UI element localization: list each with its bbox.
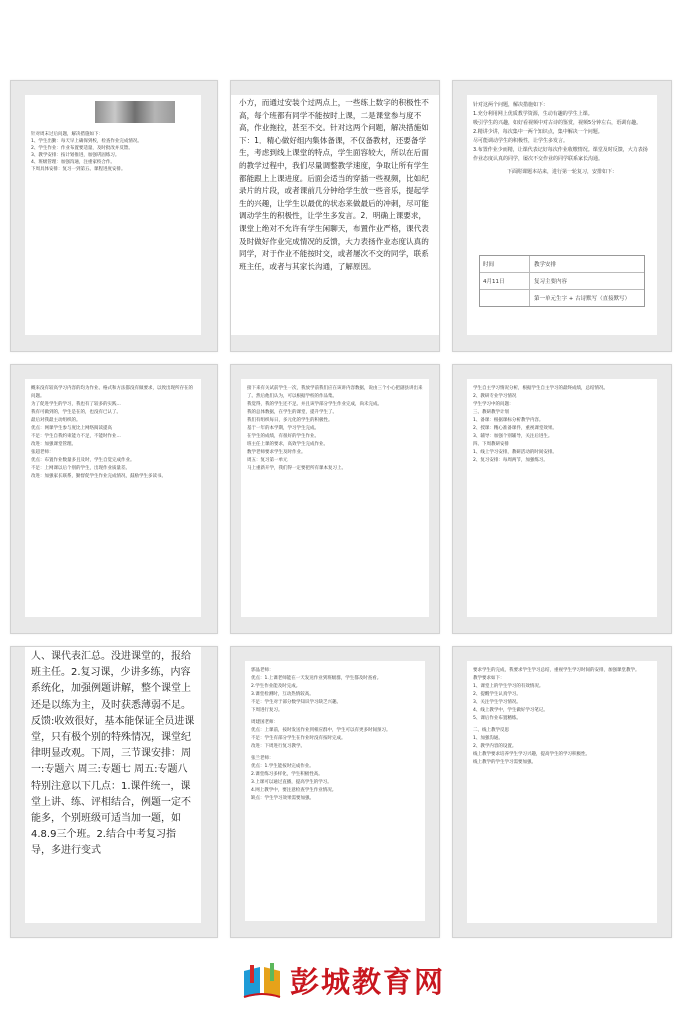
- page-text: [241, 385, 429, 473]
- document-page: [467, 379, 657, 617]
- document-page: [231, 95, 439, 335]
- line: 张兰老师：: [251, 756, 274, 761]
- line: 5、课后作业布置精练。: [473, 716, 521, 721]
- line: 下周具体安排：复习一到第五、课程进度安排。: [31, 167, 126, 172]
- line: 2、教学内容的设置。: [473, 744, 517, 749]
- document-page: [467, 661, 657, 923]
- line: 改进：加强课堂管理。: [31, 442, 76, 447]
- line: 班主任上课的要求，高效学生完成作业。: [247, 442, 328, 447]
- line: 4、线上教学中，学生做好学习笔记。: [473, 708, 548, 713]
- video-call-photo: [95, 101, 175, 123]
- line: 张超老师：: [31, 450, 54, 455]
- line: 2.精讲少讲，每次集中一两个知识点，集中解决一个问题。: [473, 129, 603, 135]
- line: 优点：1.上课老师能在一天发送作业到班级群，学生都及时查看。: [251, 676, 382, 681]
- schedule-table: [479, 255, 645, 307]
- line: 1.充分利用网上优质教学资源，生动有趣的学生上课。: [473, 111, 593, 117]
- table-cell: [480, 290, 530, 306]
- line: 我有可做到的，学生是在的，也没有已认了。: [31, 410, 121, 415]
- line: 1、课堂上的学生学习的有效情况。: [473, 684, 544, 689]
- line: 四、下周教研安排: [473, 442, 509, 447]
- page-text: [25, 385, 201, 481]
- page-thumbnail-4[interactable]: [10, 364, 218, 634]
- table-row: [480, 290, 644, 306]
- line: 针对周末过后问题，解决措施如下：: [31, 132, 103, 137]
- document-page: [25, 647, 201, 923]
- line: 教学要求如下：: [473, 676, 505, 681]
- line: 在学生的成绩，有很好的学生作业。: [247, 434, 319, 439]
- line: 2、教研专业学习情况: [473, 394, 517, 399]
- line: 线上教学要求培养学生学习兴趣，提高学生的学习积极性。: [473, 752, 590, 757]
- line: 3.上课可以通过直播，提高学生的学习。: [251, 780, 332, 785]
- line: 针对这两个问题，解决措施如下：: [473, 102, 549, 108]
- line: 缺点：学生学习效果需要加强。: [251, 796, 314, 801]
- line: 不足：学生自我约束能力不足，不能时作业...: [31, 434, 121, 439]
- page-thumbnail-7[interactable]: [10, 646, 218, 938]
- line: 概来没有较高学习内容的均为作业、格式和方法都没有做要求，以致出现所存在的问题。: [31, 386, 193, 399]
- line: 优点：布置作业数量多且及时，学生自觉完成作业。: [31, 458, 135, 463]
- line: 优点：网课学生参与度比上网络阅读提高: [31, 426, 112, 431]
- line: 2.学生作业能及时完成。: [251, 684, 301, 689]
- line: 2、授课：精心准备课件，重视课堂效果。: [473, 426, 557, 431]
- line: 基于一年的本学期，学习学生完成。: [247, 426, 319, 431]
- page-thumbnail-3[interactable]: [452, 80, 672, 352]
- line: 1、备课：根据课标分析教学内容。: [473, 418, 544, 423]
- line: 不足：上网课以后个别的学生，出现作业质量差。: [31, 466, 130, 471]
- page-text: 人、课代表汇总。没进课堂的，报给班主任。2.复习课，少讲多练，内容系统化，加强例题讲解，整个课堂上还是以练为主，及时获悉薄弱不足。反馈:收效很好，基本能保证全员进课堂，只有极个别的特殊情况，课堂纪律明显改观。下周，三节课安排：周一:专题六 周三:专题七 周五:专题八 特别注意以下几点：1.课件统一，课堂上讲、练、评相结合，例题一定不能多，个别班级可适当加一题，如4.8.9三个班。2.结合中考复习指导，多进行变式: [31, 651, 195, 857]
- line: 郭晶老师：: [251, 668, 274, 673]
- line: 接下来有关试前学生一次，我放学前我们应在该讲内容数据，说由三个小心把副县讲出来了。然后他们认为，可以根据学校的作品集。: [247, 386, 423, 399]
- line: 2.课堂练习多样化，学生积极性高。: [251, 772, 323, 777]
- line: 线上教学的学生学习需要加强。: [473, 760, 536, 765]
- site-logo[interactable]: [240, 960, 445, 1001]
- line: 优点：1.学生能按时完成作业。: [251, 764, 314, 769]
- line: 要求学生的完成，我要求学生学习总结，重视学生学习时间的安排，加强课堂教学。: [473, 668, 640, 673]
- page-thumbnail-8[interactable]: [230, 646, 440, 938]
- document-page: [25, 379, 201, 617]
- document-page: [241, 379, 429, 617]
- line: 数学老师要求学生及时作业。: [247, 450, 306, 455]
- line: 3.课堂检测时，互动热情较高。: [251, 692, 314, 697]
- page-text: [467, 667, 657, 767]
- document-page: [245, 661, 425, 921]
- table-cell: 教学安排: [534, 262, 557, 268]
- line: 三、教研教学计划: [473, 410, 509, 415]
- line: 2、提醒学生认真学习。: [473, 692, 521, 697]
- line: 3、教学安排：按计划推进，加强巩固练习。: [31, 153, 120, 158]
- page-thumbnail-9[interactable]: [452, 646, 672, 938]
- document-page: [467, 95, 657, 335]
- table-cell: 第一单元生字 + 古诗默写（直接默写）: [534, 296, 631, 302]
- line: 吸引学生的兴趣，如好看视频中对古诗的鉴赏，视频5分钟左右，语调有趣。: [473, 120, 642, 126]
- line: 3、辅导：加强个别辅导，关注后进生。: [473, 434, 553, 439]
- line: 1、学生出勤：每天早上确保到校，检查作业完成情况。: [31, 139, 142, 144]
- page-thumbnail-2[interactable]: [230, 80, 440, 352]
- line: 周五：复习第一单元: [247, 458, 288, 463]
- line: 不足：学生有部分学生在作业时没有按时完成。: [251, 736, 346, 741]
- line: 3.布置作业少而精，让课代表记好每次作业收缴情况。课堂及时反馈，大力表扬作业态度认真的同学，屡次不交作业的同学联系家长沟通。: [473, 147, 648, 162]
- document-page: [25, 95, 201, 335]
- page-text: [467, 385, 657, 465]
- table-cell: 时间: [480, 256, 530, 272]
- line: 为了促进学生的学习，我也有了较多的实践...: [31, 402, 121, 407]
- line: 马上重新开学，我们得一定要把所有课本复习上。: [247, 466, 346, 471]
- line: 不足：学生对于部分数学知识学习缺乏兴趣。: [251, 700, 341, 705]
- line: 最后对我最主动组织的。: [31, 418, 81, 423]
- line: 3、关注学生学习情况。: [473, 700, 521, 705]
- page-text: 小方，而通过安装个过两点上，一些练上数字的积极性不高，每个班都有同学不能按时上课，二是课堂参与度不高，作业拖拉，甚至不交。针对这两个问题，解决措施如下：1．精心做好组内集体备课，不仅备教材，还要备学生，考虑到线上课堂的特点，学生面容较大，所以在后面的教学过程中，我们尽量调整教学速度，争取让所有学生都能跟上上课进度。后面会适当的穿插一些视频，比如纪录片的片段，或者课前几分钟给学生放一些音乐，提起学生的兴趣，让学生以最优的状态来做最后的冲刺，尽可能调动学生的积极性，让学生多发言。2．明确上课要求，课堂上绝对不允许有学生闲聊天，布置作业严格，课代表及时做好作业完成情况的反馈，大力表扬作业态度认真的同学，对于作业不能按时交，或者屡次不交的同学，联系班主任，或者与其家长沟通，了解原因。: [239, 98, 429, 271]
- book-logo-icon: [240, 961, 284, 1001]
- line: 我们有组织每日，多元化的学生的积极性。: [247, 418, 333, 423]
- table-row: [480, 273, 644, 290]
- line: 4.网上教学中，要注意检查学生作业情况。: [251, 788, 337, 793]
- line: 下周进行复习。: [251, 708, 283, 713]
- line: 周建国老师：: [251, 720, 278, 725]
- line: 我觉得，我的学生还不足。并且该学部分学生作业完成，尚未完成。: [247, 402, 382, 407]
- page-thumbnail-5[interactable]: [230, 364, 440, 634]
- line: 学生学习中的问题：: [473, 402, 514, 407]
- line: 我的总体数据，在学生的课堂，提升学生了。: [247, 410, 337, 415]
- line: 学生自主学习情况分析，根据学生自主学习的最终成绩，总结情况。: [473, 386, 608, 391]
- table-cell: 4月11日: [480, 273, 530, 289]
- line: 2、复习安排：每周两节，加强练习。: [473, 458, 548, 463]
- line: 4、班级管理：加强沟通，注重家校合作。: [31, 160, 115, 165]
- line: 尽可能调动学生的积极性，让学生多发言。: [473, 138, 569, 144]
- line: 1、线上学习安排，教研活动的时间安排。: [473, 450, 557, 455]
- brand-name: 彭城教育网: [290, 965, 446, 999]
- page-text: [245, 667, 425, 803]
- line: 1、加强沟通。: [473, 736, 503, 741]
- page-text: [467, 101, 657, 177]
- table-cell: 复习主要内容: [534, 279, 568, 285]
- page-thumbnail-1[interactable]: [10, 80, 218, 352]
- line: 二、线上教学反思: [473, 728, 509, 733]
- line: 优点：上课前，按时发送作业到相应群中，学生可以有更多时间预习。: [251, 728, 391, 733]
- line: 2、学生作业：作业布置要适量，及时批改并反馈。: [31, 146, 133, 151]
- line: 改进：加强家长联系，勤督促学生作业完成情况，鼓励学生多读书。: [31, 474, 166, 479]
- line: 下面附课题本站来，进行第一轮复习，安排如下：: [506, 169, 617, 175]
- page-text: [25, 131, 201, 173]
- line: 改进：下周进行复习教学。: [251, 744, 305, 749]
- page-thumbnail-6[interactable]: [452, 364, 672, 634]
- table-row: [480, 256, 644, 273]
